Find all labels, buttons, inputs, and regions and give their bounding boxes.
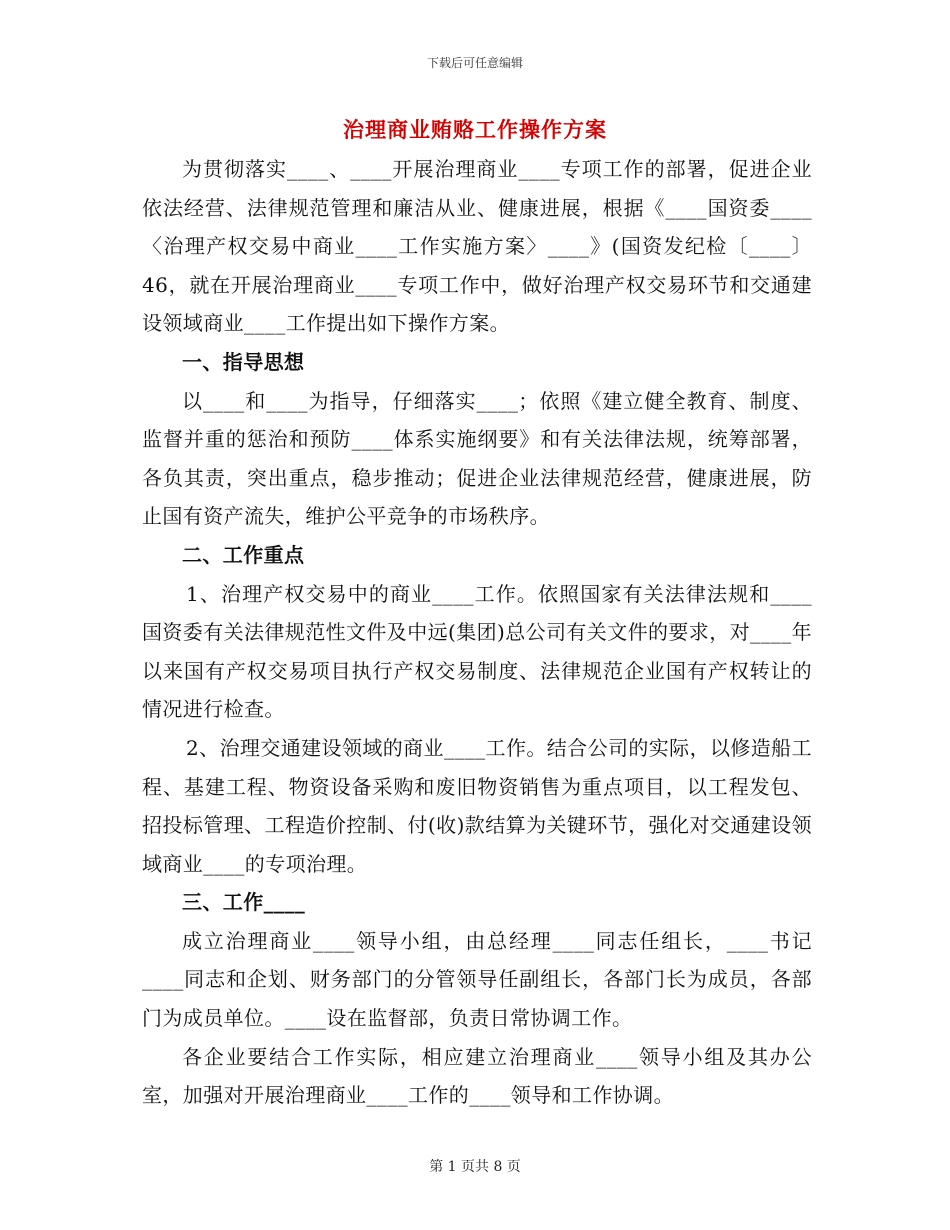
page-footer: 第 1 页共 8 页 xyxy=(429,1159,521,1175)
document-body xyxy=(142,150,812,1115)
section-paragraph: 2、治理交通建设领域的商业____工作。结合公司的实际，以修造船工程、基建工程、物资设备采购和废旧物资销售为重点项目，以工程发包、招投标管理、工程造价控制、付(收)款结算为关键环节，强化对交通建设领域商业____的专项治理。 xyxy=(142,735,812,876)
section-heading-work-organization: 三、工作____ xyxy=(182,890,306,915)
page-header: 下载后可任意编辑 xyxy=(426,56,523,70)
section-paragraph: 成立治理商业____领导小组，由总经理____同志任组长，____书记____同志和企划、财务部门的分管领导任副组长，各部门长为成员，各部门为成员单位。____设在监督部，负责日常协调工作。 xyxy=(142,928,812,1031)
section-paragraph: 以____和____为指导，仔细落实____；依照《建立健全教育、制度、监督并重的惩治和预防____体系实施纲要》和有关法律法规，统筹部署，各负其责，突出重点，稳步推动；促进企业法律规范经营，健康进展，防止国有资产流失，维护公平竞争的市场秩序。 xyxy=(142,388,812,529)
section-heading-work-focus: 二、工作重点 xyxy=(182,542,305,567)
section-paragraph: 各企业要结合工作实际，相应建立治理商业____领导小组及其办公室，加强对开展治理商业____工作的____领导和工作协调。 xyxy=(142,1044,812,1108)
intro-paragraph: 为贯彻落实____、____开展治理商业____专项工作的部署，促进企业依法经营、法律规范管理和廉洁从业、健康进展，根据《____国资委____〈治理产权交易中商业____工作实施方案〉____》(国资发纪检〔____〕46，就在开展治理商业____专项工作中，做好治理产权交易环节和交通建设领域商业____工作提出如下操作方案。 xyxy=(142,157,812,336)
section-paragraph: 1、治理产权交易中的商业____工作。依照国家有关法律法规和____国资委有关法律规范性文件及中远(集团)总公司有关文件的要求，对____年以来国有产权交易项目执行产权交易制度、法律规范企业国有产权转让的情况进行检查。 xyxy=(142,581,813,722)
section-heading-guiding-ideology: 一、指导思想 xyxy=(182,349,305,374)
document-title: 治理商业贿赂工作操作方案 xyxy=(343,117,607,142)
